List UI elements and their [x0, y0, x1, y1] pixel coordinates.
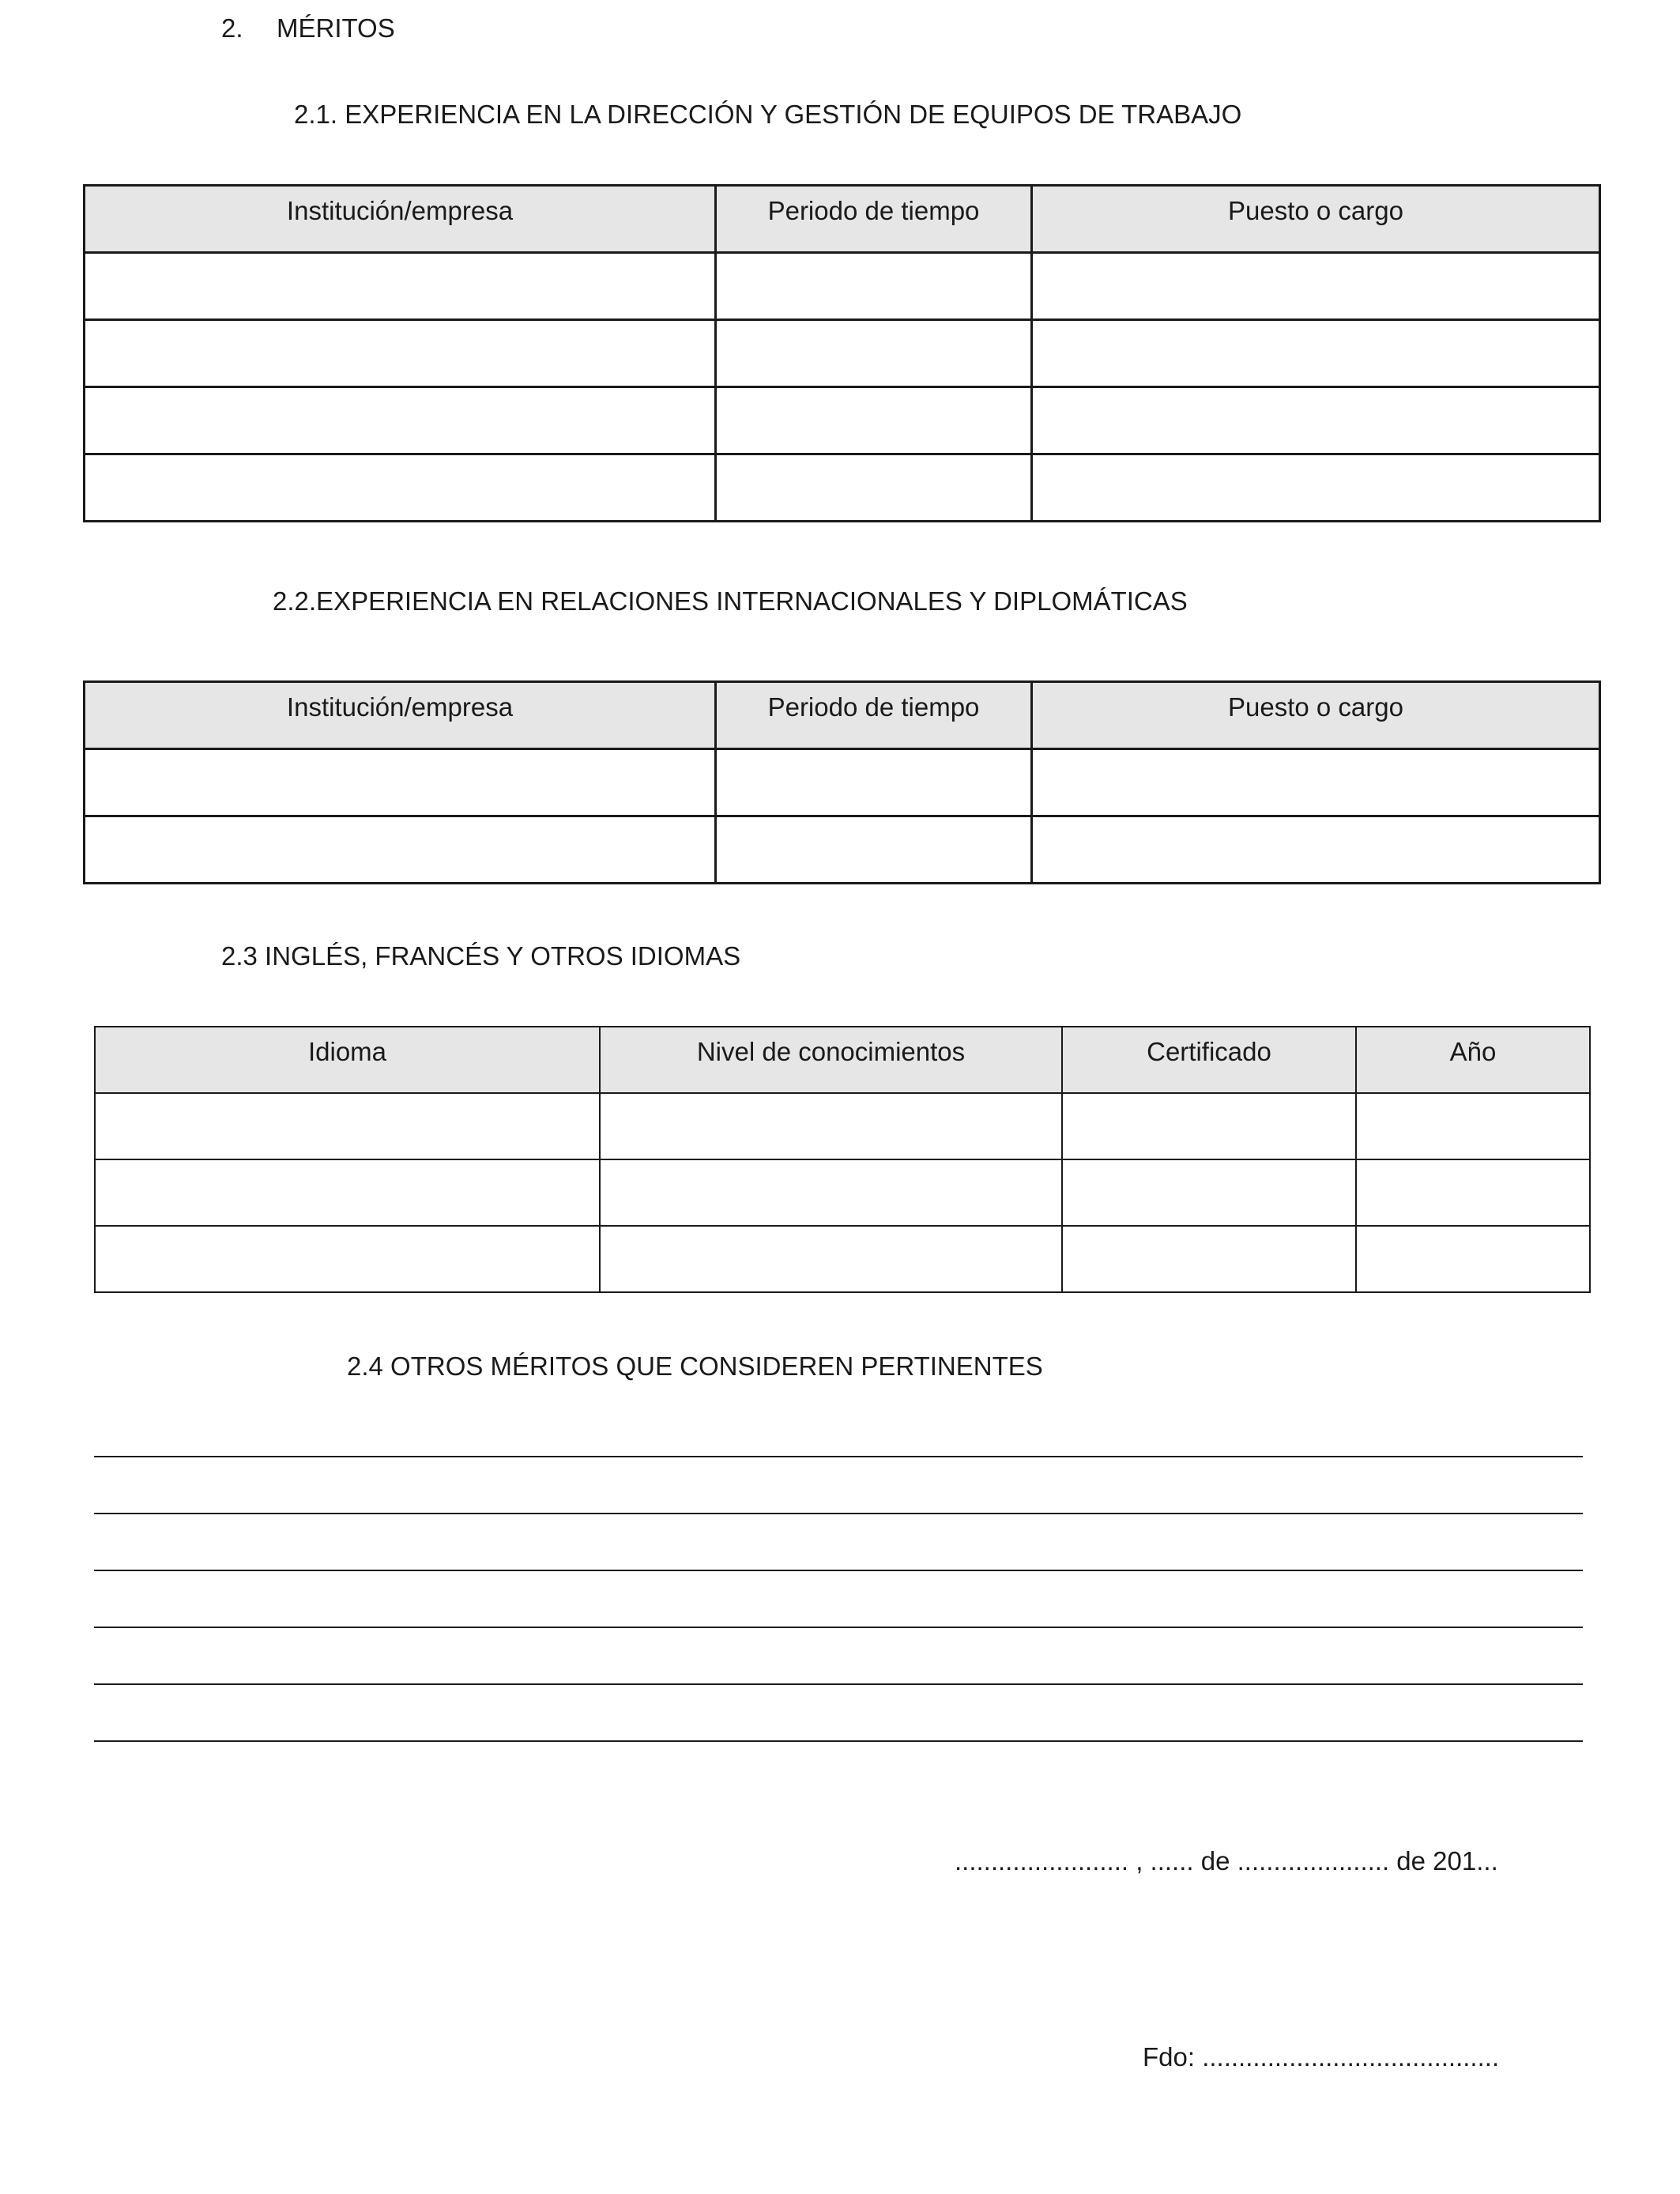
section-title	[221, 13, 395, 44]
table-row	[95, 1159, 1590, 1226]
table-cell[interactable]	[716, 387, 1032, 454]
table-row	[95, 1093, 1590, 1159]
s21-heading: 2.1. EXPERIENCIA EN LA DIRECCIÓN Y GESTIÓN DE EQUIPOS DE TRABAJO	[294, 100, 1242, 129]
s23-heading: 2.3 INGLÉS, FRANCÉS Y OTROS IDIOMAS	[221, 941, 741, 971]
table-cell[interactable]	[95, 1159, 600, 1226]
table-cell[interactable]	[95, 1093, 600, 1159]
table-cell[interactable]	[716, 320, 1032, 387]
table-cell[interactable]	[1062, 1226, 1356, 1292]
table-cell[interactable]	[1062, 1159, 1356, 1226]
table-cell[interactable]	[600, 1093, 1062, 1159]
signature-line[interactable]: Fdo: .........................................	[1143, 2042, 1500, 2071]
table-cell[interactable]	[716, 253, 1032, 320]
s21-table	[83, 184, 1601, 522]
table-header-row	[85, 186, 1600, 253]
table-cell[interactable]	[600, 1159, 1062, 1226]
writing-line[interactable]	[94, 1570, 1583, 1571]
table-cell[interactable]	[716, 816, 1032, 884]
table-row	[85, 253, 1600, 320]
table-row	[95, 1226, 1590, 1292]
date-line[interactable]: ........................ , ...... de ..................... de 201...	[955, 1846, 1498, 1875]
table-cell[interactable]	[1032, 749, 1600, 816]
writing-line[interactable]	[94, 1513, 1583, 1514]
table-cell[interactable]	[85, 749, 716, 816]
table-cell[interactable]	[1032, 816, 1600, 884]
col-header-institucion: Institución/empresa	[85, 186, 716, 253]
table-cell[interactable]	[85, 816, 716, 884]
table-cell[interactable]	[1032, 387, 1600, 454]
col-header-puesto: Puesto o cargo	[1032, 682, 1600, 749]
s24-heading: 2.4 OTROS MÉRITOS QUE CONSIDEREN PERTINENTES	[347, 1351, 1043, 1381]
writing-line[interactable]	[94, 1456, 1583, 1457]
table-cell[interactable]	[600, 1226, 1062, 1292]
table-cell[interactable]	[1356, 1093, 1590, 1159]
s23-table	[94, 1026, 1591, 1293]
col-header-idioma: Idioma	[95, 1027, 600, 1093]
table-row	[85, 749, 1600, 816]
table-cell[interactable]	[85, 387, 716, 454]
writing-line[interactable]	[94, 1683, 1583, 1685]
col-header-periodo: Periodo de tiempo	[716, 682, 1032, 749]
table-cell[interactable]	[1356, 1226, 1590, 1292]
col-header-nivel: Nivel de conocimientos	[600, 1027, 1062, 1093]
col-header-institucion: Institución/empresa	[85, 682, 716, 749]
table-cell[interactable]	[1032, 320, 1600, 387]
table-row	[85, 387, 1600, 454]
section-number: 2.	[221, 13, 243, 43]
table-row	[85, 454, 1600, 522]
writing-line[interactable]	[94, 1740, 1583, 1742]
table-cell[interactable]	[1062, 1093, 1356, 1159]
table-cell[interactable]	[1356, 1159, 1590, 1226]
col-header-anio: Año	[1356, 1027, 1590, 1093]
table-cell[interactable]	[1032, 253, 1600, 320]
table-row	[85, 320, 1600, 387]
table-cell[interactable]	[85, 454, 716, 522]
writing-line[interactable]	[94, 1627, 1583, 1628]
table-cell[interactable]	[85, 253, 716, 320]
section-title-text: MÉRITOS	[277, 13, 395, 43]
table-row	[85, 816, 1600, 884]
table-cell[interactable]	[716, 749, 1032, 816]
table-cell[interactable]	[1032, 454, 1600, 522]
col-header-periodo: Periodo de tiempo	[716, 186, 1032, 253]
s22-table	[83, 680, 1601, 884]
table-cell[interactable]	[95, 1226, 600, 1292]
table-cell[interactable]	[85, 320, 716, 387]
col-header-puesto: Puesto o cargo	[1032, 186, 1600, 253]
table-cell[interactable]	[716, 454, 1032, 522]
table-header-row	[95, 1027, 1590, 1093]
table-header-row	[85, 682, 1600, 749]
s22-heading: 2.2.EXPERIENCIA EN RELACIONES INTERNACIONALES Y DIPLOMÁTICAS	[273, 586, 1188, 616]
col-header-certificado: Certificado	[1062, 1027, 1356, 1093]
